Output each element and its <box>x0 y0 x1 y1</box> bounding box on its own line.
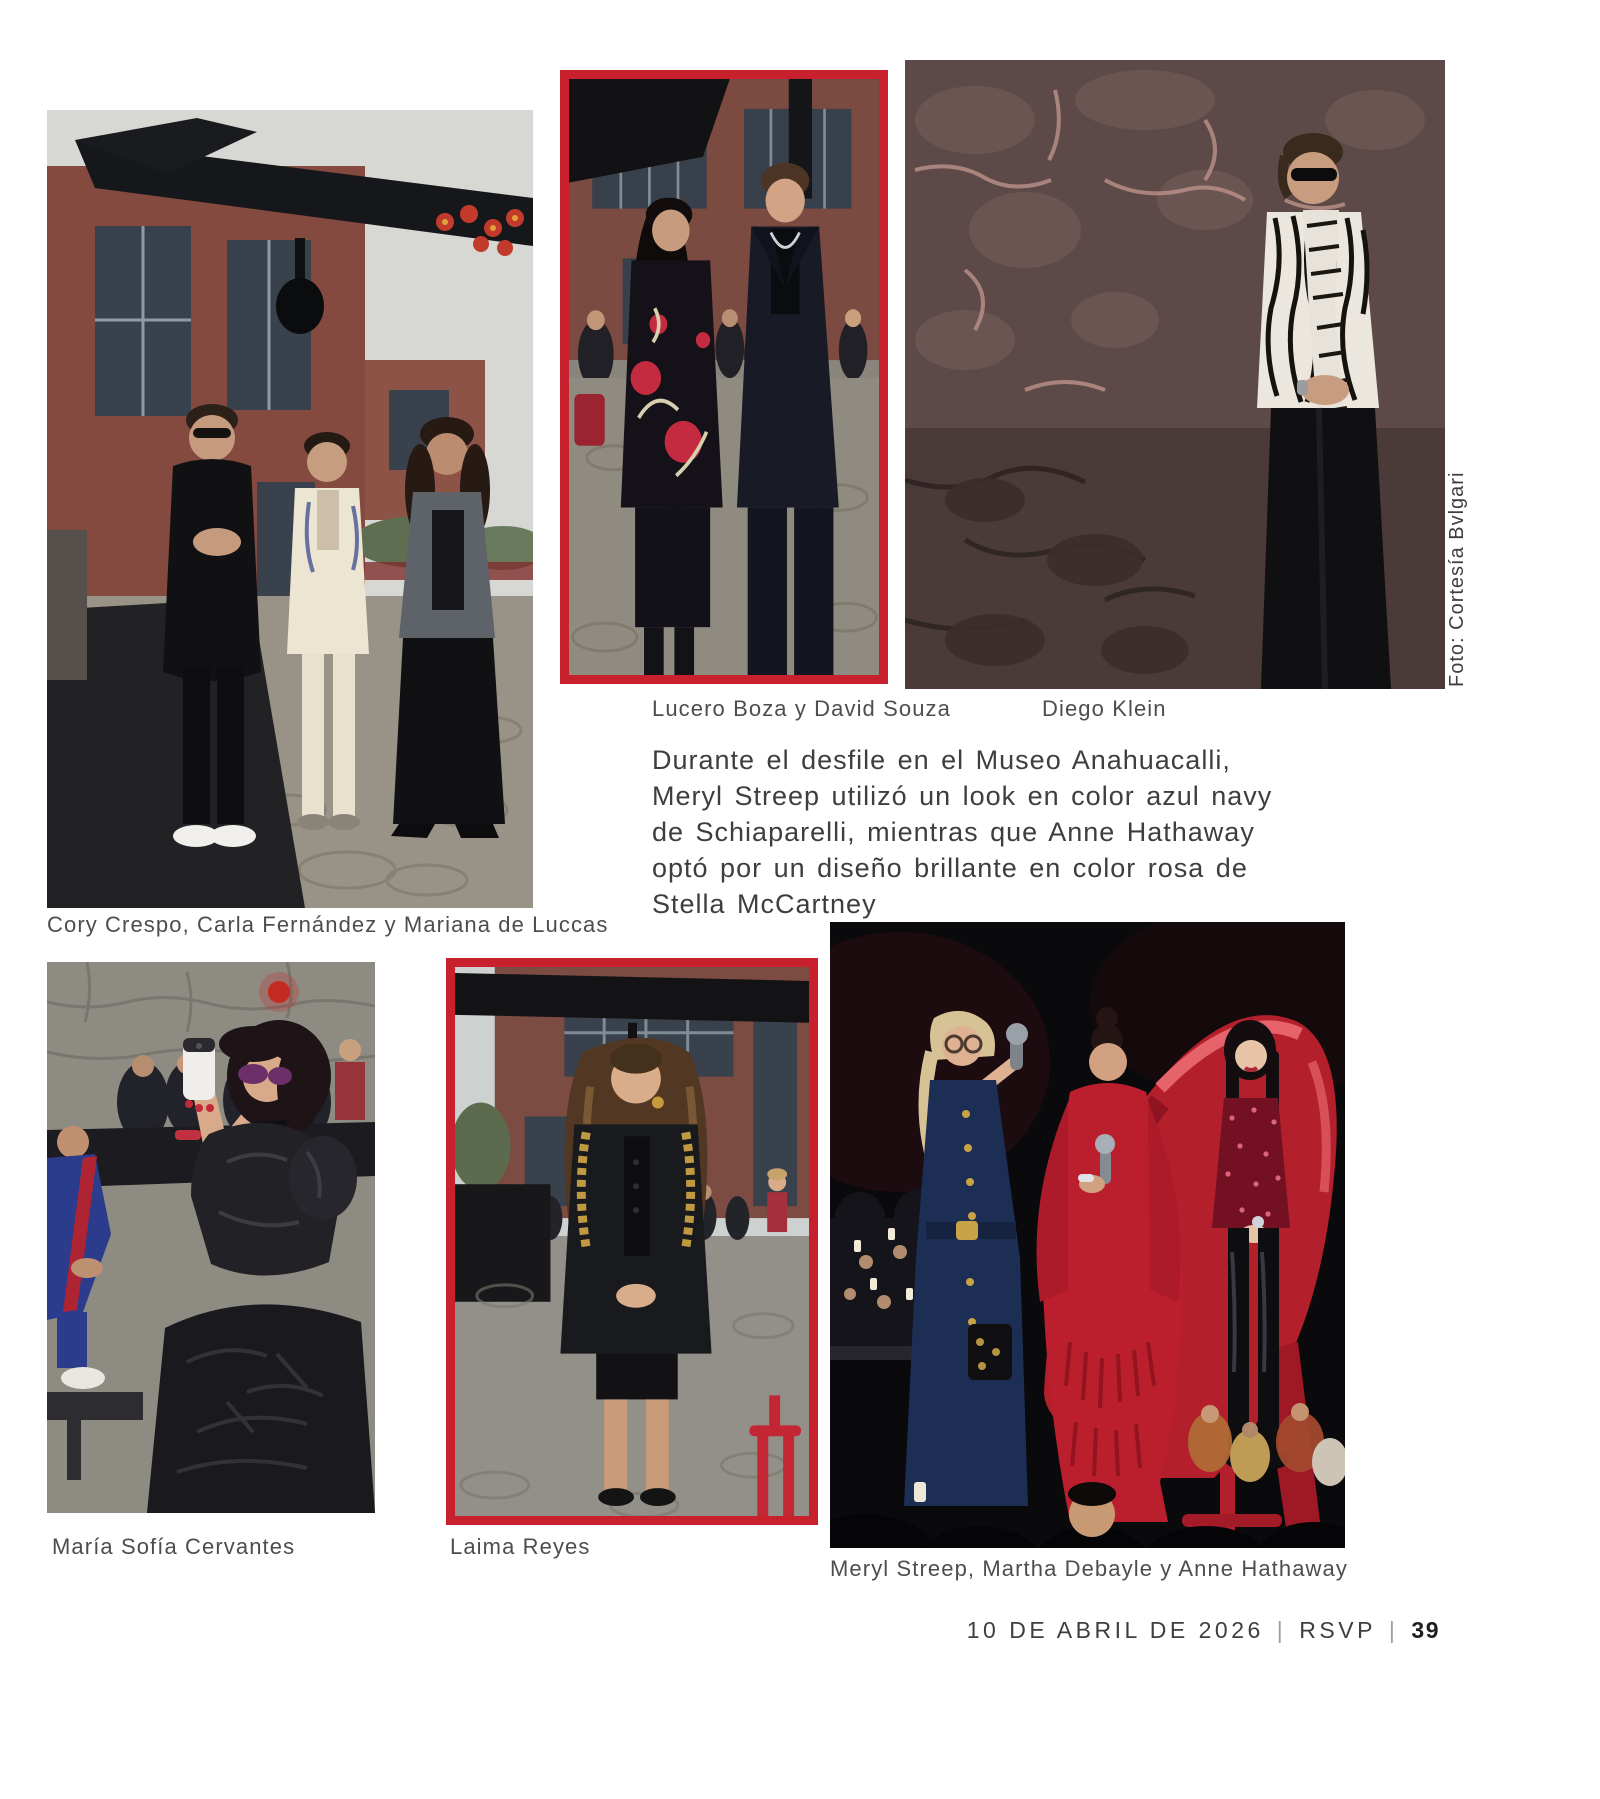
caption-cory-carla-mariana: Cory Crespo, Carla Fernández y Mariana de Luccas <box>47 912 609 937</box>
photo-diego-klein <box>905 60 1445 689</box>
caption-meryl-martha-anne: Meryl Streep, Martha Debayle y Anne Hathaway <box>830 1556 1348 1581</box>
photo-lucero-david <box>560 70 888 684</box>
caption-maria-sofia: María Sofía Cervantes <box>52 1534 296 1559</box>
paragraph-line: Stella McCartney <box>652 889 877 919</box>
paragraph-line: Meryl Streep utilizó un look en color azul navy <box>652 781 1273 811</box>
page-footer <box>967 1617 1440 1644</box>
footer-separator: | <box>1276 1617 1287 1643</box>
photo-meryl-martha-anne <box>830 922 1345 1548</box>
paragraph-line: Durante el desfile en el Museo Anahuacalli, <box>652 745 1231 775</box>
footer-brand: RSVP <box>1299 1617 1376 1643</box>
photo-bottom-right-illustration <box>830 922 1345 1548</box>
photo-bottom-left-illustration <box>47 962 375 1513</box>
article-paragraph <box>652 742 1272 922</box>
paragraph-line: de Schiaparelli, mientras que Anne Hathaway <box>652 817 1255 847</box>
figure-woman-floral-kimono <box>621 198 723 675</box>
caption-diego-klein: Diego Klein <box>1042 696 1167 721</box>
photo-top-middle-illustration <box>569 79 879 675</box>
photo-top-left-illustration <box>47 110 533 908</box>
footer-page-number: 39 <box>1411 1617 1440 1643</box>
paragraph-line: optó por un diseño brillante en color rosa de <box>652 853 1248 883</box>
footer-separator: | <box>1388 1617 1399 1643</box>
photo-credit: Foto: Cortesía Bvlgari <box>1446 471 1468 687</box>
photo-bottom-middle-illustration <box>455 967 809 1516</box>
footer-date: 10 DE ABRIL DE 2026 <box>966 1617 1264 1643</box>
photo-cory-carla-mariana <box>47 110 533 908</box>
photo-top-right-illustration <box>905 60 1445 689</box>
caption-laima-reyes: Laima Reyes <box>450 1534 591 1559</box>
caption-lucero-david: Lucero Boza y David Souza <box>652 696 951 721</box>
photo-maria-sofia <box>47 962 375 1513</box>
photo-laima-reyes <box>446 958 818 1525</box>
